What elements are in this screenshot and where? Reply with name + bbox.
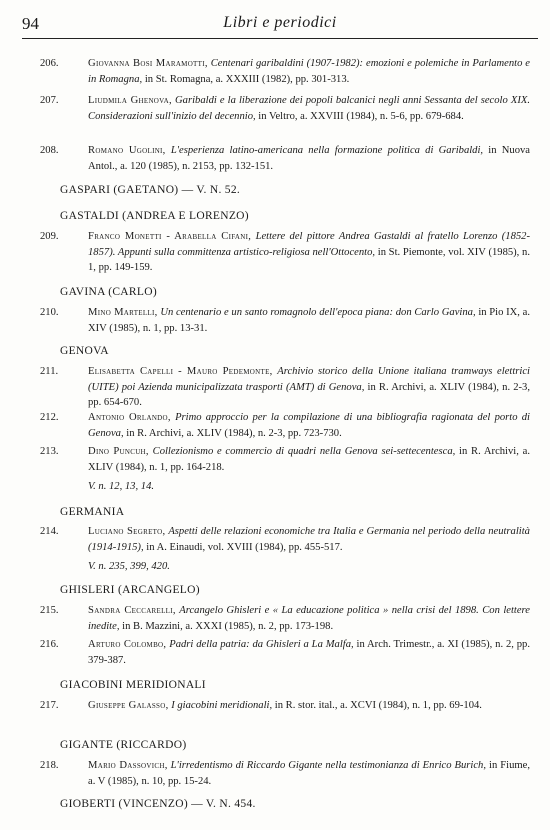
heading-gigante: GIGANTE (RICCARDO) [60,739,187,751]
entry-source: in Fiume, a. V (1985), n. 10, pp. 15-24. [88,760,530,787]
entry-number: 206. [40,58,59,69]
entry-title: Padri della patria: da Ghisleri a La Malfa, [169,639,354,650]
entry-author: Giuseppe Galasso, [88,700,169,711]
entry-author: Romano Ugolini, [88,145,166,156]
running-title: Libri e periodici [223,14,337,31]
entry-number: 217. [40,700,59,711]
heading-genova: GENOVA [60,345,109,357]
entry-title: I giacobini meridionali, [171,700,273,711]
entry-title: Lettere del pittore Andrea Gastaldi al fratello Lorenzo (1852-1857). Appunti sulla committenza artistico-religiosa nell'Ottocento, [88,231,530,258]
entry-number: 215. [40,605,59,616]
bibliography-entry [40,758,530,789]
entry-number: 212. [40,412,59,423]
entry-source: in St. Piemonte, vol. XIV (1985), n. 1, pp. 149-159. [88,246,530,273]
entry-number: 214. [40,526,59,537]
entry-source: in Pio IX, a. XIV (1985), n. 1, pp. 13-31. [88,307,531,334]
entry-number: 211. [40,366,59,377]
entry-source: in R. Archivi, a. XLIV (1984), n. 1, pp. 164-218. [88,446,530,473]
entry-number: 213. [40,446,59,457]
entry-author: Franco Monetti - Arabella Cifani, [88,231,252,242]
entry-author: Mario Dassovich, [88,760,168,771]
bibliography-entry [40,93,530,124]
bibliography-entry [40,56,530,87]
entry-see-also: V. n. 235, 399, 420. [88,561,170,572]
bibliography-entry [40,698,530,714]
bibliography-entry [40,524,530,575]
entry-source: in R. Archivi, a. XLIV (1984), n. 2-3, pp. 723-730. [126,427,342,439]
bibliography-entry [40,305,530,336]
heading-gastaldi: GASTALDI (ANDREA E LORENZO) [60,210,249,222]
entry-title: Arcangelo Ghisleri e « La educazione politica » nella crisi del 1898. Con lettere inedite, [88,605,530,632]
bibliography-entry [40,444,530,495]
entry-title: Archivio storico della Unione italiana tramways elettrici (UITE) poi Azienda municipalizzata trasporti (AMT) di Genova, [88,366,530,393]
heading-gaspari: GASPARI (GAETANO) — V. N. 52. [60,184,241,196]
bibliography-entry [40,229,530,276]
heading-ghisleri: GHISLERI (ARCANGELO) [60,584,200,596]
entry-author: Elisabetta Capelli - Mauro Pedemonte, [88,366,273,377]
entry-author: Arturo Colombo, [88,639,167,650]
bibliography-entry [40,364,530,411]
entry-source: in St. Romagna, a. XXXIII (1982), pp. 301-313. [144,73,350,85]
entry-author: Sandra Ceccarelli, [88,605,176,616]
bibliography-entry [40,410,530,441]
heading-gavina: GAVINA (CARLO) [60,286,157,298]
bibliography-entry [40,143,530,174]
entry-source: in Nuova Antol., a. 120 (1985), n. 2153, pp. 132-151. [88,145,530,172]
heading-germania: GERMANIA [60,506,125,518]
entry-title: Centenari garibaldini (1907-1982): emozioni e polemiche in Parlamento e in Romagna, [88,58,531,85]
entry-number: 218. [40,760,59,771]
bibliography-entry [40,637,530,668]
entry-number: 208. [40,145,59,156]
entry-title: Collezionismo e commercio di quadri nella Genova sei-settecentesca, [152,446,456,457]
entry-number: 209. [40,231,59,242]
entry-title: Un centenario e un santo romagnolo dell'epoca piana: don Carlo Gavina, [160,307,476,318]
heading-giacobini: GIACOBINI MERIDIONALI [60,679,206,691]
entry-number: 207. [40,95,59,106]
bibliography-entry [40,603,530,634]
entry-title: L'esperienza latino-americana nella formazione politica di Garibaldi, [170,145,484,156]
entry-source: in R. stor. ital., a. XCVI (1984), n. 1, pp. 69-104. [274,700,482,711]
entry-source: in A. Einaudi, vol. XVIII (1984), pp. 455-517. [146,541,343,553]
header-rule [22,38,538,39]
entry-source: in R. Archivi, a. XLIV (1984), n. 2-3, pp. 654-670. [88,381,531,408]
entry-source: in Arch. Trimestr., a. XI (1985), n. 2, pp. 379-387. [88,639,530,666]
entry-title: L'irredentismo di Riccardo Gigante nella testimonianza di Enrico Burich, [170,760,486,771]
entry-title: Aspetti delle relazioni economiche tra Italia e Germania nel periodo della neutralità (1914-1915), [88,526,530,553]
page-header [22,14,538,36]
entry-source: in B. Mazzini, a. XXXI (1985), n. 2, pp. 173-198. [122,620,334,632]
heading-gioberti: GIOBERTI (VINCENZO) — V. N. 454. [60,798,256,810]
entry-see-also: V. n. 12, 13, 14. [88,481,155,492]
entry-author: Liudmila Ghenova, [88,95,172,106]
entry-author: Luciano Segreto, [88,526,166,537]
entry-title: Garibaldi e la liberazione dei popoli balcanici negli anni Sessanta del secolo XIX. Considerazioni sull'inizio del decennio, [88,95,530,122]
entry-author: Antonio Orlando, [88,412,171,423]
entry-title: Primo approccio per la compilazione di una bibliografia ragionata del porto di Genova, [88,412,531,439]
page-number: 94 [22,14,39,33]
entry-source: in Veltro, a. XXVIII (1984), n. 5-6, pp. 679-684. [258,110,464,122]
entry-author: Giovanna Bosi Maramotti, [88,58,208,69]
entry-number: 216. [40,639,59,650]
entry-author: Mino Martelli, [88,307,158,318]
entry-number: 210. [40,307,59,318]
entry-author: Dino Puncuh, [88,446,149,457]
